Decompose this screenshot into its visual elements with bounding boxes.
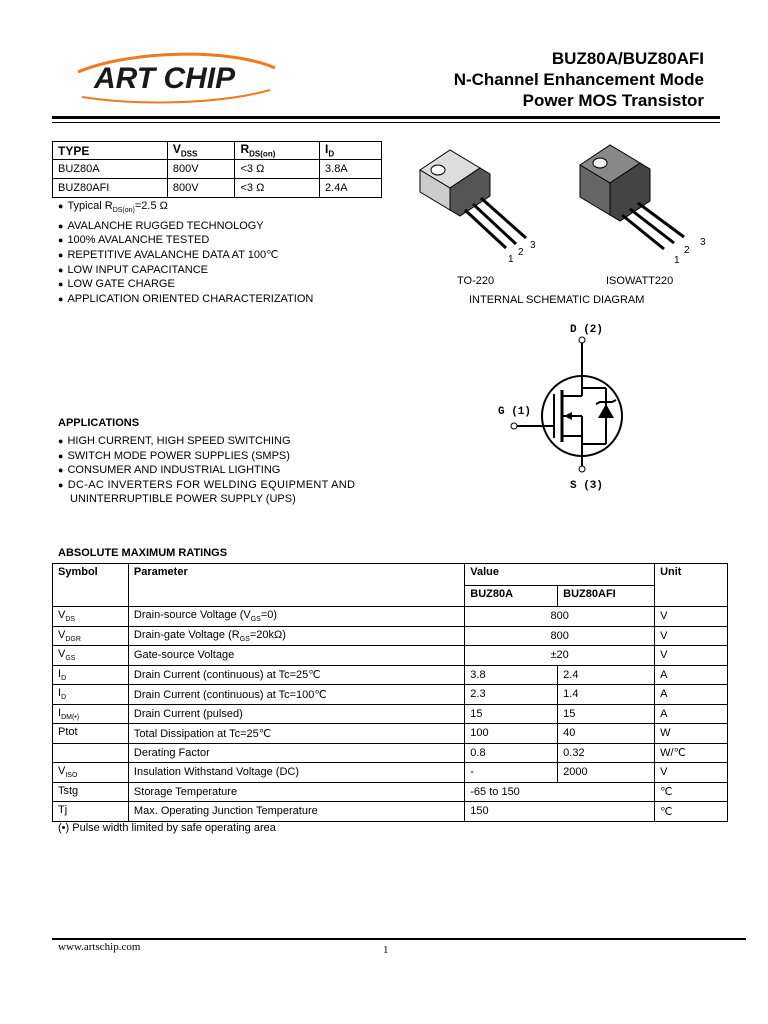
symbol-cell: $V_{GS}$ xyxy=(53,646,129,666)
parameter-cell: Gate-source Voltage xyxy=(128,646,464,666)
col-id: $I_D$ xyxy=(320,142,382,160)
value-cell: 800 xyxy=(465,607,655,627)
unit-cell: A xyxy=(655,665,728,685)
table-row xyxy=(53,743,728,763)
unit-cell: V xyxy=(655,763,728,783)
list-item: ● APPLICATION ORIENTED CHARACTERIZATION xyxy=(58,292,313,307)
parameter-cell: Drain-source Voltage $(V_{GS}=0)$ xyxy=(128,607,464,627)
unit-cell: V xyxy=(655,607,728,627)
list-item: ● CONSUMER AND INDUSTRIAL LIGHTING xyxy=(58,463,378,478)
col-value: Value xyxy=(465,564,655,586)
amr-title: ABSOLUTE MAXIMUM RATINGS xyxy=(58,547,228,559)
parameter-cell: Drain Current (continuous) at Tc=100℃ xyxy=(128,685,464,705)
col-buz80afi: BUZ80AFI xyxy=(558,585,655,607)
symbol-cell: $I_D$ xyxy=(53,685,129,705)
amr-header-row xyxy=(53,564,728,586)
value-cell: 150 xyxy=(465,802,655,822)
parameter-cell: Storage Temperature xyxy=(128,782,464,802)
applications-title: APPLICATIONS xyxy=(58,417,140,429)
value-cell: 15 xyxy=(558,704,655,724)
type-table xyxy=(52,141,382,198)
unit-cell: W xyxy=(655,724,728,744)
table-row: BUZ80AFI 800V <3 Ω 2.4A xyxy=(53,179,382,198)
value-cell: 40 xyxy=(558,724,655,744)
isowatt220-label: ISOWATT220 xyxy=(606,275,674,287)
page-number: 1 xyxy=(383,944,389,956)
applications-list xyxy=(58,434,378,507)
list-item-continued: UNINTERRUPTIBLE POWER SUPPLY (UPS) xyxy=(70,493,296,506)
isowatt220-package-image xyxy=(570,135,720,265)
list-item: ● 100% AVALANCHE TESTED xyxy=(58,233,313,248)
col-unit: Unit xyxy=(655,564,728,607)
col-vdss: $V_{DSS}$ xyxy=(167,142,235,160)
symbol-cell: Tj xyxy=(53,802,129,822)
value-cell: 2.4 xyxy=(558,665,655,685)
list-item: ● LOW GATE CHARGE xyxy=(58,277,313,292)
svg-text:1: 1 xyxy=(508,254,514,265)
footnote: (•) Pulse width limited by safe operating area xyxy=(58,822,276,834)
footer-rule xyxy=(52,938,746,940)
unit-cell: ℃ xyxy=(655,802,728,822)
header-rule xyxy=(52,116,720,119)
unit-cell: V xyxy=(655,646,728,666)
symbol-cell: $I_D$ xyxy=(53,665,129,685)
svg-text:S (3): S (3) xyxy=(570,480,604,492)
symbol-cell: $V_{ISO}$ xyxy=(53,763,129,783)
symbol-cell: $V_{DS}$ xyxy=(53,607,129,627)
parameter-cell: Drain Current (pulsed) xyxy=(128,704,464,724)
col-rdson: $R_{DS(on)}$ xyxy=(235,142,320,160)
value-cell: 800 xyxy=(465,626,655,646)
value-cell: 0.8 xyxy=(465,743,558,763)
value-cell: 1.4 xyxy=(558,685,655,705)
table-row xyxy=(53,802,728,822)
list-item: ● HIGH CURRENT, HIGH SPEED SWITCHING xyxy=(58,434,378,449)
table-row xyxy=(53,607,728,627)
symbol-cell: $V_{DGR}$ xyxy=(53,626,129,646)
parameter-cell: Drain-gate Voltage $(R_{GS}=20k\Omega)$ xyxy=(128,626,464,646)
to220-package-image xyxy=(410,140,560,265)
table-row xyxy=(53,626,728,646)
list-item: ● LOW INPUT CAPACITANCE xyxy=(58,263,313,278)
value-cell: -65 to 150 xyxy=(465,782,655,802)
unit-cell: A xyxy=(655,685,728,705)
footer-url[interactable]: www.artschip.com xyxy=(58,941,141,953)
parameter-cell: Max. Operating Junction Temperature xyxy=(128,802,464,822)
list-item: ● SWITCH MODE POWER SUPPLIES (SMPS) xyxy=(58,449,378,464)
title-line-3: Power MOS Transistor xyxy=(522,91,704,110)
symbol-cell: Tstg xyxy=(53,782,129,802)
artschip-logo xyxy=(70,50,280,104)
svg-text:1: 1 xyxy=(674,255,680,265)
svg-text:3: 3 xyxy=(700,237,706,248)
schematic-title: INTERNAL SCHEMATIC DIAGRAM xyxy=(469,294,645,306)
value-cell: ±20 xyxy=(465,646,655,666)
parameter-cell: Derating Factor xyxy=(128,743,464,763)
svg-text:2: 2 xyxy=(518,247,524,258)
symbol-cell: $I_{DM(•)}$ xyxy=(53,704,129,724)
value-cell: 0.32 xyxy=(558,743,655,763)
col-type: TYPE xyxy=(53,142,168,160)
table-row xyxy=(53,646,728,666)
list-item: ● DC-AC INVERTERS FOR WELDING EQUIPMENT AND xyxy=(58,478,378,493)
value-cell: 3.8 xyxy=(465,665,558,685)
absolute-max-ratings-table xyxy=(52,563,728,822)
parameter-cell: Drain Current (continuous) at Tc=25℃ xyxy=(128,665,464,685)
header-rule-thin xyxy=(52,122,720,123)
table-row xyxy=(53,724,728,744)
parameter-cell: Insulation Withstand Voltage (DC) xyxy=(128,763,464,783)
list-item: ● REPETITIVE AVALANCHE DATA AT 100℃ xyxy=(58,248,313,263)
svg-text:2: 2 xyxy=(684,245,690,256)
svg-text:G (1): G (1) xyxy=(498,406,532,418)
feature-list xyxy=(58,199,313,306)
parameter-cell: Total Dissipation at Tc=25℃ xyxy=(128,724,464,744)
col-buz80a: BUZ80A xyxy=(465,585,558,607)
mosfet-schematic xyxy=(490,318,640,493)
value-cell: 100 xyxy=(465,724,558,744)
title-line-2: N-Channel Enhancement Mode xyxy=(453,70,704,89)
unit-cell: V xyxy=(655,626,728,646)
svg-text:3: 3 xyxy=(530,240,536,251)
value-cell: - xyxy=(465,763,558,783)
title-line-1: BUZ80A/BUZ80AFI xyxy=(551,49,704,68)
unit-cell: W/℃ xyxy=(655,743,728,763)
col-parameter: Parameter xyxy=(128,564,464,607)
table-row: BUZ80A 800V <3 Ω 3.8A xyxy=(53,160,382,179)
symbol-cell xyxy=(53,743,129,763)
unit-cell: ℃ xyxy=(655,782,728,802)
table-row xyxy=(53,704,728,724)
svg-text:D (2): D (2) xyxy=(570,324,604,336)
list-item: ● AVALANCHE RUGGED TECHNOLOGY xyxy=(58,219,313,234)
table-row xyxy=(53,665,728,685)
value-cell: 15 xyxy=(465,704,558,724)
svg-text:ART CHIP: ART CHIP xyxy=(94,62,236,95)
table-row xyxy=(53,763,728,783)
unit-cell: A xyxy=(655,704,728,724)
table-row xyxy=(53,782,728,802)
list-item: ● Typical $R_{DS(on)}=2.5$ Ω xyxy=(58,199,313,219)
table-row xyxy=(53,685,728,705)
type-table-header xyxy=(53,142,382,160)
value-cell: 2000 xyxy=(558,763,655,783)
to220-label: TO-220 xyxy=(457,275,495,287)
document-title xyxy=(454,48,704,111)
col-symbol: Symbol xyxy=(53,564,129,607)
value-cell: 2.3 xyxy=(465,685,558,705)
symbol-cell: Ptot xyxy=(53,724,129,744)
